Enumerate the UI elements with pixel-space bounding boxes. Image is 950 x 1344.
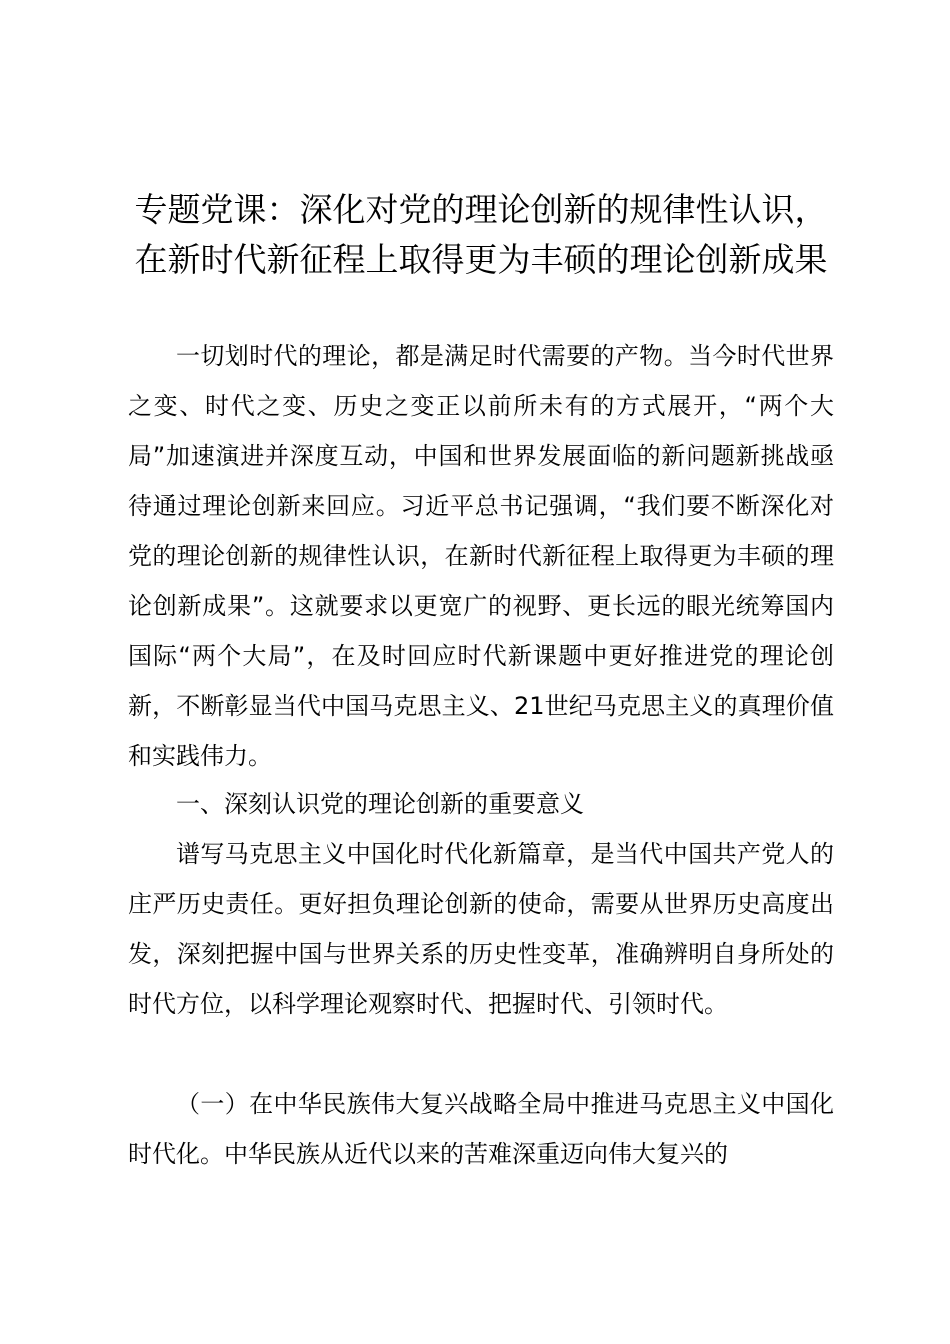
body-paragraph: 一切划时代的理论，都是满足时代需要的产物。当今时代世界之变、时代之变、历史之变正以前所未有的方式展开，“两个大局”加速演进并深度互动，中国和世界发展面临的新问题新挑战亟待通过理论创新来回应。习近平总书记强调，“我们要不断深化对党的理论创新的规律性认识，在新时代新征程上取得更为丰硕的理论创新成果”。这就要求以更宽广的视野、更长远的眼光统筹国内国际“两个大局”，在及时回应时代新课题中更好推进党的理论创新，不断彰显当代中国马克思主义、21世纪马克思主义的真理价值和实践伟力。 bbox=[128, 342, 834, 770]
body-paragraph: 谱写马克思主义中国化时代化新篇章，是当代中国共产党人的庄严历史责任。更好担负理论创新的使命，需要从世界历史高度出发，深刻把握中国与世界关系的历史性变革，准确辨明自身所处的时代方位，以科学理论观察时代、把握时代、引领时代。 bbox=[128, 840, 834, 1018]
document-title: 专题党课：深化对党的理论创新的规律性认识，在新时代新征程上取得更为丰硕的理论创新成果 bbox=[134, 190, 828, 279]
body-paragraph: （一）在中华民族伟大复兴战略全局中推进马克思主义中国化时代化。中华民族从近代以来的苦难深重迈向伟大复兴的 bbox=[128, 1090, 834, 1168]
section-heading: 一、深刻认识党的理论创新的重要意义 bbox=[176, 790, 584, 818]
